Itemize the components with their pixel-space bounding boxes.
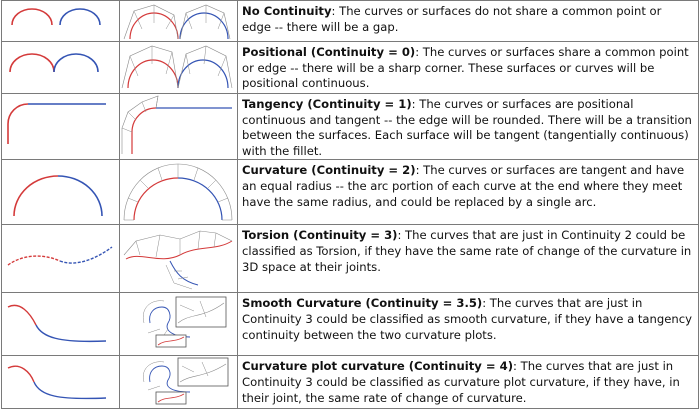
continuity-text: : The curves or surfaces are positional continuous and tangent -- the edge will be rounded. There will be a transition between the surfaces. Each surface will be tangent (tangentially continuous) with the fillet.: [242, 97, 692, 158]
continuity-name: Curvature (Continuity = 2): [242, 163, 416, 178]
torsion-plot: [120, 225, 237, 291]
table-row: [2, 1, 699, 42]
curvature-plot: [120, 160, 238, 225]
curve-figure: [2, 94, 120, 160]
torsion-curves: [2, 225, 119, 291]
curvature-plot: [120, 293, 238, 356]
no-continuity-plot: [120, 1, 237, 41]
no-continuity-curves: [2, 1, 119, 41]
continuity-description: [238, 42, 699, 94]
positional-curves: [2, 42, 119, 92]
continuity-text: : The curves or surfaces are tangent and have an equal radius -- the arc portion of each curve at the end where they meet have the same radius, and could be replaced by a single arc.: [242, 163, 685, 209]
continuity-description: [238, 1, 699, 42]
table-row: [2, 293, 699, 356]
curve-figure: [2, 1, 120, 42]
curvature-plot-svg: [120, 160, 237, 223]
continuity-text: : The curves that are just in Continuity 2 could be classified as Torsion, if they have the same rate of change of the curvature in 3D space at their joints.: [242, 228, 692, 274]
table-row: [2, 225, 699, 293]
curve-figure: [2, 225, 120, 293]
positional-plot: [120, 42, 237, 92]
table-row: [2, 356, 699, 409]
curve-figure: [2, 160, 120, 225]
curvature-plot: [120, 1, 238, 42]
smooth-curvature-plot: [120, 293, 237, 354]
tangency-curves: [2, 94, 119, 158]
continuity-description: [238, 293, 699, 356]
tangency-plot: [120, 94, 237, 158]
continuity-description: [238, 356, 699, 409]
table-row: [2, 94, 699, 160]
table-row: [2, 42, 699, 94]
curvature-plot-curvature-plot: [120, 356, 237, 407]
curvature-curves: [2, 160, 119, 223]
continuity-description: [238, 225, 699, 293]
curve-figure: [2, 293, 120, 356]
continuity-text: : The curves that are just in Continuity 3 could be classified as smooth curvature, if they have a tangency continuity between the two curvature plots.: [242, 296, 692, 342]
curve-figure: [2, 356, 120, 409]
continuity-text: : The curves that are just in Continuity 3 could be classified as curvature plot curvature, if they have, in their joint, the same rate of change of curvature.: [242, 359, 680, 405]
smooth-curvature-curves: [2, 293, 119, 354]
continuity-name: Curvature plot curvature (Continuity = 4): [242, 359, 514, 374]
continuity-name: Tangency (Continuity = 1): [242, 97, 412, 111]
continuity-description: [238, 160, 699, 225]
continuity-name: Positional (Continuity = 0): [242, 45, 416, 59]
curvature-plot: [120, 42, 238, 94]
continuity-table: [1, 0, 699, 409]
continuity-name: No Continuity: [242, 4, 332, 18]
curvature-plot: [120, 225, 238, 293]
curve-figure: [2, 42, 120, 94]
curvature-plot-curvature-curves: [2, 356, 119, 407]
continuity-text: : The curves or surfaces do not share a common point or edge -- there will be a gap.: [242, 4, 662, 34]
curvature-plot: [120, 356, 238, 409]
table-row: [2, 160, 699, 225]
continuity-text: : The curves or surfaces share a common point or edge -- there will be a sharp corner. These surfaces or curves will be positional continuous.: [242, 45, 689, 91]
continuity-name: Smooth Curvature (Continuity = 3.5): [242, 296, 483, 311]
continuity-name: Torsion (Continuity = 3): [242, 228, 398, 243]
curvature-plot: [120, 94, 238, 160]
continuity-description: [238, 94, 699, 160]
